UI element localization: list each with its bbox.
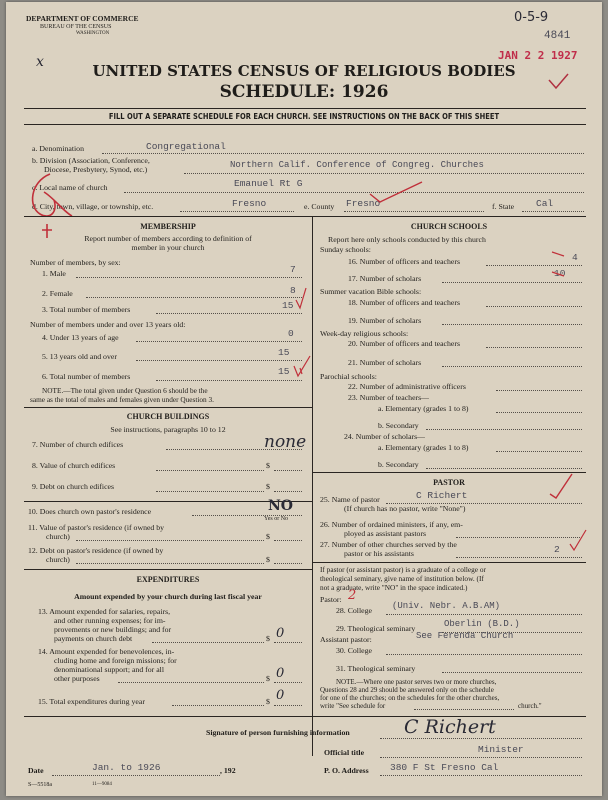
county-check-mark-icon	[366, 180, 426, 206]
q26-line-1: 26. Number of ordained ministers, if any, em-	[320, 520, 463, 529]
county-label: e. County	[304, 202, 335, 211]
pastor-red-mark: 2	[348, 588, 357, 603]
county-value: Fresno	[346, 198, 381, 209]
q8-dollar: $	[266, 461, 270, 470]
q6-total-value: 15	[278, 366, 290, 377]
division-label-line1: b. Division (Association, Conference,	[32, 156, 150, 165]
q13-line-1: 13. Amount expended for salaries, repairs,	[38, 607, 171, 616]
assistant-pastor-value: See Ferenda Church	[416, 631, 514, 641]
q9-dollar: $	[266, 482, 270, 491]
graduate-instruction-3: not a graduate, write "NO" in the space indicated.)	[320, 583, 468, 592]
schools-intro: Report here only schools conducted by this church	[328, 235, 486, 244]
city-value: Fresno	[232, 198, 267, 209]
q23-label: 23. Number of teachers—	[348, 393, 429, 402]
q25-value: C Richert	[416, 490, 468, 501]
age-intro-label: Number of members under and over 13 years old:	[30, 320, 186, 329]
q24-label: 24. Number of scholars—	[344, 432, 425, 441]
q17-value: 10	[554, 268, 566, 279]
division-label-line2: Diocese, Presbytery, Synod, etc.)	[44, 165, 148, 174]
pastor-title: PASTOR	[433, 478, 465, 487]
file-code: 0-5-9	[514, 10, 549, 25]
q3-total-label: 3. Total number of members	[42, 305, 131, 314]
po-address-label: P. O. Address	[324, 766, 369, 775]
q14-line-3: denominational support; and for all	[54, 665, 164, 674]
buildings-title: CHURCH BUILDINGS	[126, 412, 210, 421]
q23a-label: a. Elementary (grades 1 to 8)	[378, 404, 469, 413]
parochial-schools-label: Parochial schools:	[320, 372, 377, 381]
q10-residence-value: NO	[268, 498, 293, 514]
membership-title: MEMBERSHIP	[140, 222, 196, 231]
q30-label: 30. College	[336, 646, 372, 655]
denomination-label: a. Denomination	[32, 144, 84, 153]
q12-label-1: 12. Debt on pastor's residence (if owned by	[28, 546, 164, 555]
membership-note-1: NOTE.—The total given under Question 6 should be the	[42, 386, 208, 395]
received-date-stamp: JAN 2 2 1927	[498, 49, 578, 62]
q11-label-1: 11. Value of pastor's residence (if owned by	[28, 523, 165, 532]
form-code: S—5518a	[28, 782, 52, 788]
q17-label: 17. Number of scholars	[348, 274, 422, 283]
division-value: Northern Calif. Conference of Congreg. Churches	[230, 160, 484, 170]
q27-line-2: pastor or his assistants	[344, 549, 414, 558]
pencil-x-mark: x	[36, 54, 44, 70]
red-tick-marks-icon	[546, 246, 576, 286]
q2-female-value: 8	[290, 285, 296, 296]
q1-male-label: 1. Male	[42, 269, 66, 278]
q15-label: 15. Total expenditures during year	[38, 697, 145, 706]
official-title-label: Official title	[324, 748, 365, 757]
membership-intro-1: Report number of members according to definition of	[84, 234, 252, 243]
q1-male-value: 7	[290, 264, 296, 275]
pastor-note-1: NOTE.—Where one pastor serves two or more churches,	[336, 678, 497, 686]
q11-dollar: $	[266, 532, 270, 541]
serial-number: 4841	[544, 30, 571, 42]
q16-label: 16. Number of officers and teachers	[348, 257, 461, 266]
signature-label: Signature of person furnishing information	[206, 728, 350, 737]
census-schedule-sheet	[6, 2, 602, 796]
city-label: d. City, town, village, or township, etc.	[32, 202, 154, 211]
q13-line-4: payments on church debt	[54, 634, 133, 643]
graduate-instruction-2: theological seminary, give name of institution below. (If	[320, 574, 484, 583]
pastor-subheading: Pastor:	[320, 595, 342, 604]
q24a-label: a. Elementary (grades 1 to 8)	[378, 443, 469, 452]
q13-value: 0	[276, 626, 285, 641]
q16-value: 4	[572, 252, 578, 263]
q20-label: 20. Number of officers and teachers	[348, 339, 461, 348]
q3-total-value: 15	[282, 300, 294, 311]
q29-value: Oberlin (B.D.)	[444, 619, 520, 629]
schools-title: CHURCH SCHOOLS	[410, 222, 488, 231]
red-check-mark-icon	[294, 286, 308, 312]
q14-value: 0	[276, 666, 285, 681]
form-schedule: SCHEDULE: 1926	[219, 82, 389, 102]
form-title: UNITED STATES CENSUS OF RELIGIOUS BODIES	[92, 62, 516, 80]
sunday-schools-label: Sunday schools:	[320, 245, 371, 254]
q13-line-3: provements or new buildings; and for	[54, 625, 172, 634]
expenditures-intro: Amount expended by your church during last fiscal year	[74, 592, 262, 601]
form-code-2: 11—9084	[92, 782, 112, 787]
assistant-pastor-label: Assistant pastor:	[320, 635, 372, 644]
q4-under13-value: 0	[288, 328, 294, 339]
graduate-instruction-1: If pastor (or assistant pastor) is a graduate of a college or	[320, 565, 486, 574]
q14-dollar: $	[266, 674, 270, 683]
q27-value: 2	[554, 544, 560, 555]
members-by-sex-label: Number of members, by sex:	[30, 258, 121, 267]
denomination-value: Congregational	[146, 141, 226, 152]
instruction-line: FILL OUT A SEPARATE SCHEDULE FOR EACH CHURCH. SEE INSTRUCTIONS ON THE BACK OF THIS SHEET	[108, 112, 500, 121]
q25-note: (If church has no pastor, write "None")	[344, 504, 466, 513]
q18-label: 18. Number of officers and teachers	[348, 298, 461, 307]
weekday-schools-label: Week-day religious schools:	[320, 329, 409, 338]
state-label: f. State	[492, 202, 515, 211]
pastor-note-3: for one of the churches; on the schedules for the other churches,	[320, 694, 500, 702]
q31-label: 31. Theological seminary	[336, 664, 416, 673]
q19-label: 19. Number of scholars	[348, 316, 422, 325]
q25-label: 25. Name of pastor	[320, 495, 380, 504]
q10-residence-label: 10. Does church own pastor's residence	[28, 507, 152, 516]
q28-value: (Univ. Nebr. A.B.AM)	[392, 601, 501, 611]
red-check-mark-icon-2	[292, 354, 312, 380]
q5-over13-label: 5. 13 years old and over	[42, 352, 117, 361]
pastor-note-2: Questions 28 and 29 should be answered only on the schedule	[320, 686, 494, 694]
q9-debt-label: 9. Debt on church edifices	[32, 482, 115, 491]
q8-value-label: 8. Value of church edifices	[32, 461, 116, 470]
date-value: Jan. to 1926	[92, 762, 161, 773]
signature-value: C Richert	[404, 716, 496, 738]
red-check-mark-icon-3	[546, 472, 576, 502]
q13-line-2: and other running expenses; for im-	[54, 616, 166, 625]
po-address-value: 380 F St Fresno Cal	[390, 762, 499, 773]
local-name-value: Emanuel Rt G	[234, 178, 303, 189]
date-year-suffix: , 192	[220, 766, 236, 775]
q24b-label: b. Secondary	[378, 460, 419, 469]
q14-line-4: other purposes	[54, 674, 100, 683]
membership-note-2: same as the total of males and females given under Question 3.	[30, 395, 214, 404]
red-check-mark-icon-4	[568, 528, 588, 554]
q27-line-1: 27. Number of other churches served by the	[320, 540, 457, 549]
q7-edifices-value: none	[264, 432, 307, 452]
department-name: DEPARTMENT OF COMMERCE	[26, 14, 139, 23]
bureau-city: WASHINGTON	[76, 31, 110, 36]
q15-dollar: $	[266, 697, 270, 706]
q21-label: 21. Number of scholars	[348, 358, 422, 367]
q5-over13-value: 15	[278, 347, 290, 358]
bureau-name: BUREAU OF THE CENSUS	[40, 24, 112, 30]
pastor-note-4: write "See schedule for	[320, 702, 386, 710]
official-title-value: Minister	[478, 744, 524, 755]
pastor-note-5: church."	[518, 702, 542, 710]
buildings-see-instructions: See instructions, paragraphs 10 to 12	[110, 425, 226, 434]
q6-total-label: 6. Total number of members	[42, 372, 131, 381]
summer-schools-label: Summer vacation Bible schools:	[320, 287, 422, 296]
q7-edifices-label: 7. Number of church edifices	[32, 440, 124, 449]
local-name-label: c. Local name of church	[32, 183, 108, 192]
q14-line-2: cluding home and foreign missions; for	[54, 656, 177, 665]
q26-line-2: ployed as assistant pastors	[344, 529, 427, 538]
q15-value: 0	[276, 688, 285, 703]
q14-line-1: 14. Amount expended for benevolences, in-	[38, 647, 175, 656]
q11-label-2: church)	[46, 532, 70, 541]
q12-dollar: $	[266, 555, 270, 564]
q23b-label: b. Secondary	[378, 421, 419, 430]
yes-no-hint: Yes or No	[264, 516, 289, 522]
q13-dollar: $	[266, 634, 270, 643]
q12-label-2: church)	[46, 555, 70, 564]
state-value: Cal	[536, 198, 554, 209]
q22-label: 22. Number of administrative officers	[348, 382, 466, 391]
q4-under13-label: 4. Under 13 years of age	[42, 333, 119, 342]
date-label: Date	[28, 766, 44, 775]
q29-label: 29. Theological seminary	[336, 624, 416, 633]
q28-label: 28. College	[336, 606, 372, 615]
q2-female-label: 2. Female	[42, 289, 73, 298]
membership-intro-2: member in your church	[131, 243, 205, 252]
expenditures-title: EXPENDITURES	[136, 575, 200, 584]
